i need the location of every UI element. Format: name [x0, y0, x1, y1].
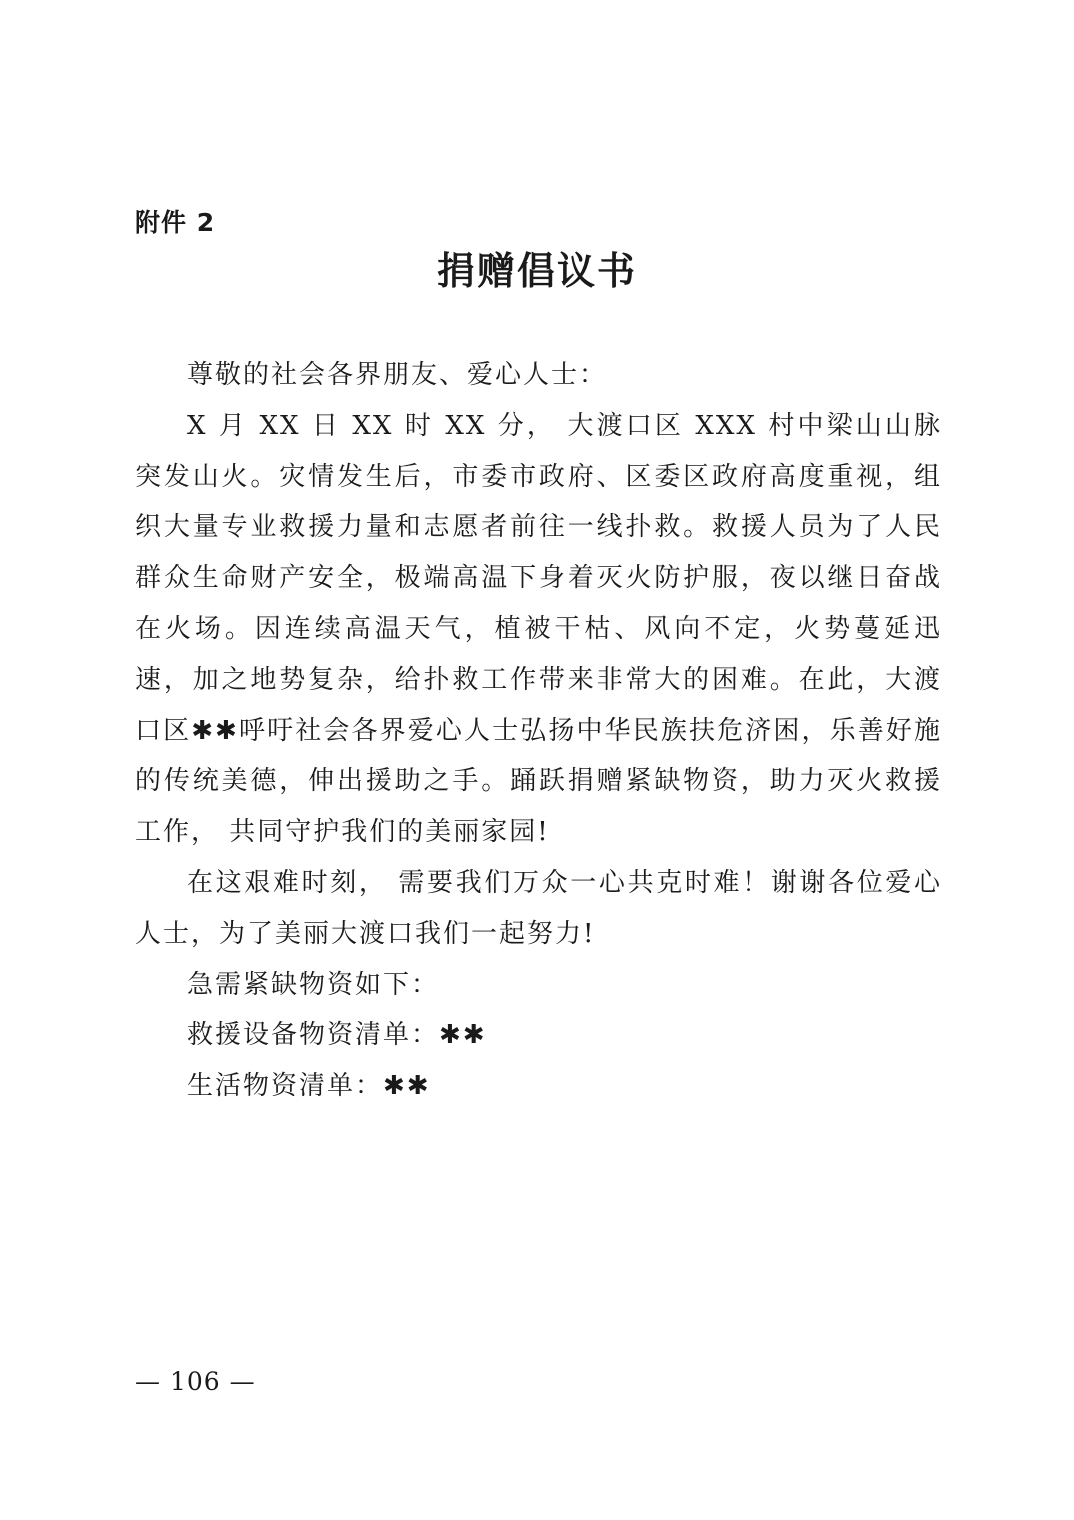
materials-intro: 急需紧缺物资如下：	[187, 969, 440, 1000]
paragraph-incident	[135, 401, 942, 858]
rescue-materials-label: 救援设备物资清单：	[187, 1020, 440, 1051]
salutation: 尊敬的社会各界朋友、爱心人士：	[187, 360, 608, 390]
rescue-materials-line	[135, 1010, 942, 1061]
paragraph-incident-part2: 呼吁社会各界爱心人士弘扬中华民族扶危济困，乐善好施的传统美德，伸出援助之手。踊跃捐赠紧缺物资，助力灭火救援工作， 共同守护我们的美丽家园!	[135, 715, 942, 848]
paragraph-appeal: 在这艰难时刻， 需要我们万众一心共克时难！谢谢各位爱心人士，为了美丽大渡口我们一起努力!	[135, 867, 942, 949]
paragraph-incident-part1: X 月 XX 日 XX 时 XX 分， 大渡口区 XXX 村中梁山山脉突发山火。灾情发生后，市委市政府、区委区政府高度重视，组织大量专业救援力量和志愿者前往一线扑救。救援人员为了人民群众生命财产安全，极端高温下身着灭火防护服，夜以继日奋战在火场。因连续高温天气，植被干枯、风向不定，火势蔓延迅速，加之地势复杂，给扑救工作带来非常大的困难。在此，大渡口区	[135, 410, 942, 746]
attachment-label: 附件 2	[135, 208, 216, 237]
document-body	[135, 350, 942, 1112]
rescue-materials-value: ✱✱	[439, 1020, 487, 1051]
document-title: 捐赠倡议书	[436, 249, 637, 293]
masked-organization: ✱✱	[191, 715, 239, 746]
living-materials-line	[135, 1061, 942, 1112]
page-number: — 106 —	[135, 1367, 256, 1396]
living-materials-value: ✱✱	[383, 1071, 431, 1102]
living-materials-label: 生活物资清单：	[187, 1071, 384, 1102]
